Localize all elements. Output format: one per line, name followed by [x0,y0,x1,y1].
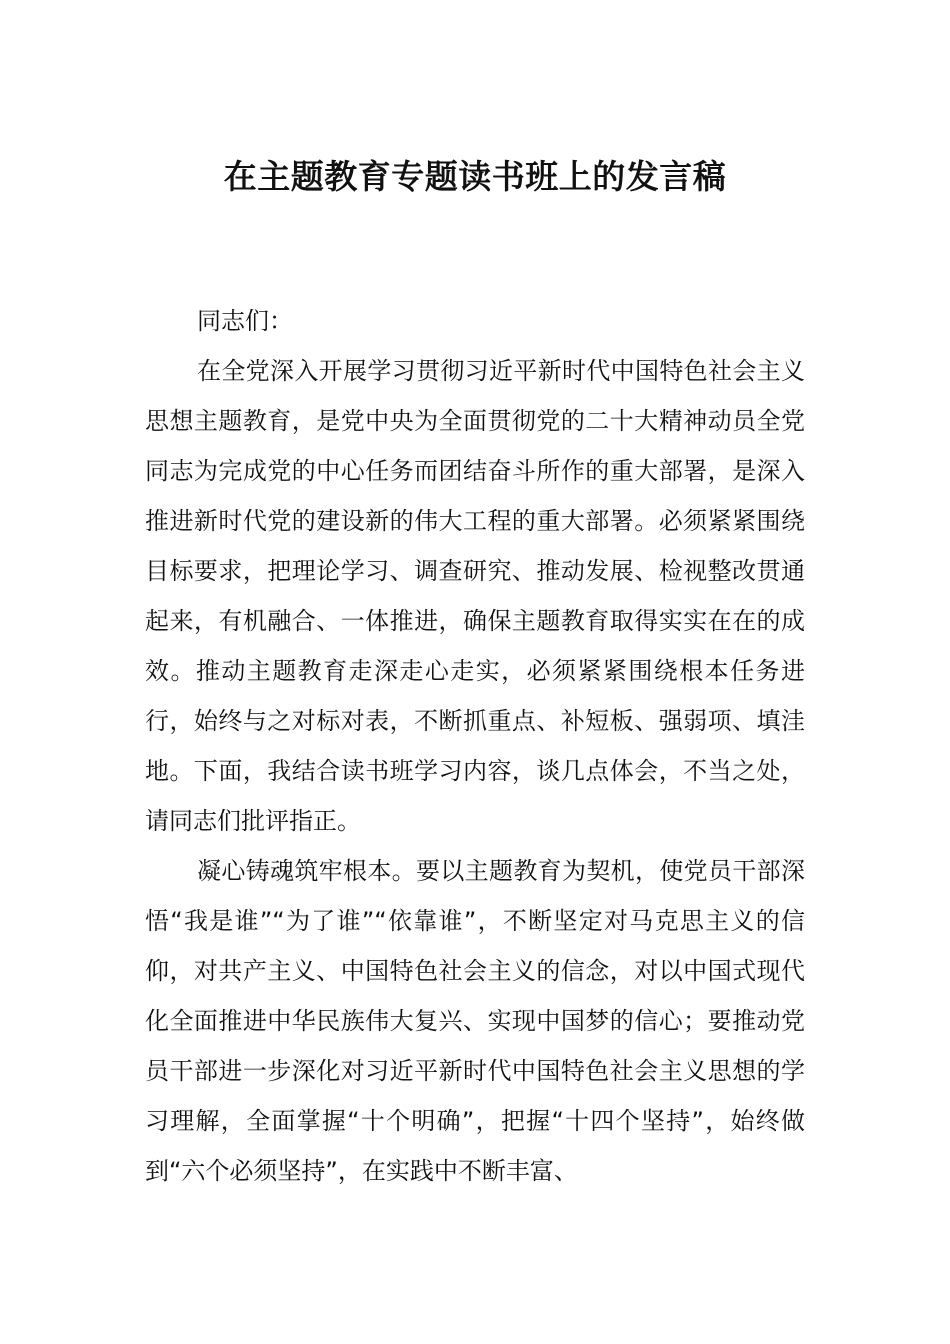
document-body [145,296,805,1196]
paragraph-intro: 在全党深入开展学习贯彻习近平新时代中国特色社会主义思想主题教育，是党中央为全面贯彻党的二十大精神动员全党同志为完成党的中心任务而团结奋斗所作的重大部署，是深入推进新时代党的建设新的伟大工程的重大部署。必须紧紧围绕目标要求，把理论学习、调查研究、推动发展、检视整改贯通起来，有机融合、一体推进，确保主题教育取得实实在在的成效。推动主题教育走深走心走实，必须紧紧围绕根本任务进行，始终与之对标对表，不断抓重点、补短板、强弱项、填洼地。下面，我结合读书班学习内容，谈几点体会，不当之处，请同志们批评指正。 [145,357,805,835]
paragraph-soul-casting: 凝心铸魂筑牢根本。要以主题教育为契机，使党员干部深悟“我是谁”“为了谁”“依靠谁”，不断坚定对马克思主义的信仰，对共产主义、中国特色社会主义的信念，对以中国式现代化全面推进中华民族伟大复兴、实现中国梦的信心；要推动党员干部进一步深化对习近平新时代中国特色社会主义思想的学习理解，全面掌握“十个明确”，把握“十四个坚持”，始终做到“六个必须坚持”，在实践中不断丰富、 [145,857,805,1185]
document-title: 在主题教育专题读书班上的发言稿 [223,157,727,196]
salutation: 同志们： [197,307,293,335]
